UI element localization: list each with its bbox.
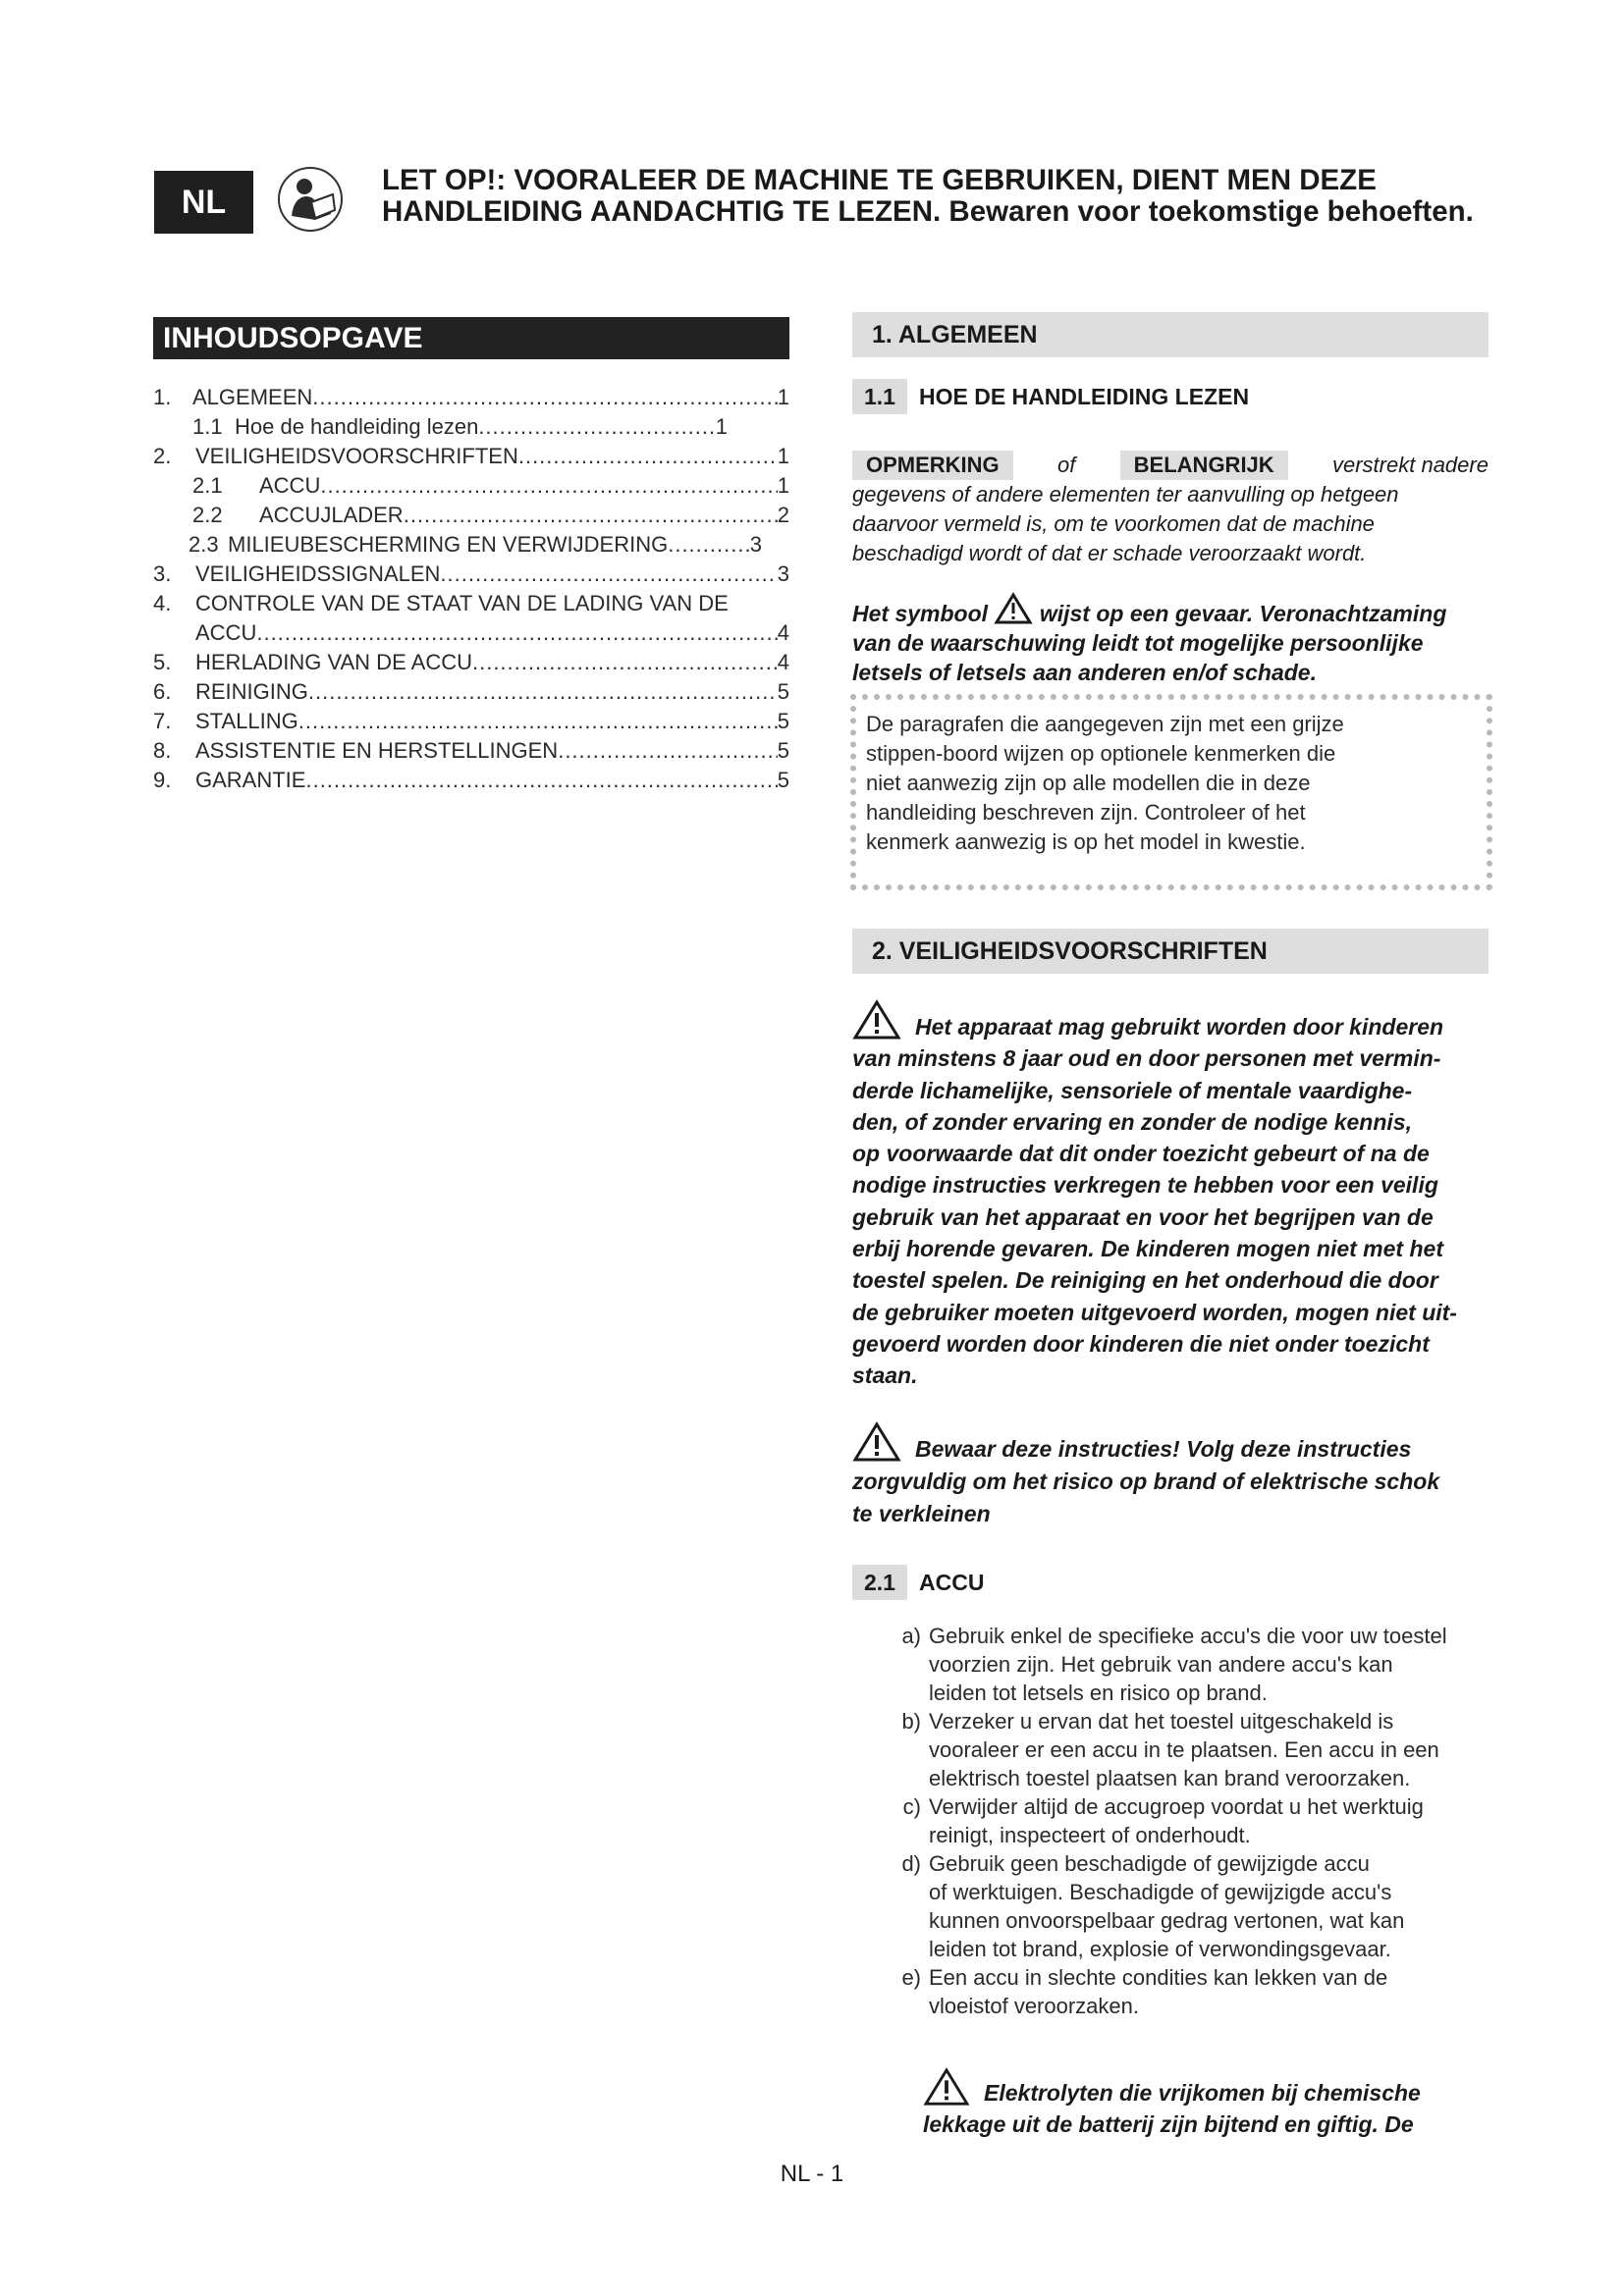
toc-entry-page: 4 [777,650,789,674]
toc-entry-page: 3 [749,532,762,557]
toc-entry-number: 8. [153,738,172,763]
toc-entry-number: 5. [153,650,172,674]
battery-instructions-list [890,1622,1490,2020]
label-opmerking: OPMERKING [852,451,1013,480]
toc-entry[interactable] [153,560,789,589]
toc-entry-title: HERLADING VAN DE ACCU [195,650,472,674]
toc-entry[interactable] [153,412,728,442]
toc-entry[interactable] [153,589,789,618]
toc-entry[interactable] [153,766,789,795]
toc-entry-page: 1 [777,385,789,409]
toc-entry-number: 2.2 [192,503,223,527]
section-2-heading: 2. VEILIGHEIDSVOORSCHRIFTEN [852,929,1489,974]
warning-triangle-icon [923,2067,970,2107]
subsection-number: 2.1 [852,1565,907,1600]
header-warning-line1: LET OP!: VOORALEER DE MACHINE TE GEBRUIKEN, DIENT MEN DEZE [382,164,1377,196]
toc-entry-title: STALLING [195,709,298,733]
toc-entry-number [153,618,195,648]
toc-entry-page: 1 [777,473,789,498]
toc-entry-title: ASSISTENTIE EN HERSTELLINGEN [195,738,559,763]
toc-entry-title: VEILIGHEIDSVOORSCHRIFTEN [195,444,518,468]
keep-instructions-warning: Bewaar deze instructies! Volg deze instructies zorgvuldig om het risico op brand of elektrische schok te verkleinen [852,1421,1500,1530]
toc-entry-page: 5 [777,709,789,733]
toc-entry-title: ACCU [195,620,257,645]
list-item: e) Een accu in slechte condities kan lekken van de vloeistof veroorzaken. [901,1965,1388,2018]
reading-guide-paragraph: OPMERKING of BELANGRIJK verstrekt nadere gegevens of andere elementen ter aanvulling op hetgeen daarvoor vermeld is, om te voorkomen dat de machine beschadigd wordt of dat er schade veroorzaakt wordt. [852,453,1489,565]
toc-entry[interactable] [153,383,789,412]
toc-entry[interactable] [153,501,789,530]
toc-entry[interactable] [153,736,789,766]
list-item: c) Verwijder altijd de accugroep voordat u het werktuig reinigt, inspecteert of onderhoudt. [902,1794,1424,1847]
read-manual-icon [278,167,343,232]
toc-entry-number: 9. [153,768,172,792]
toc-entry-number: 7. [153,709,172,733]
header-warning-line2: HANDLEIDING AANDACHTIG TE LEZEN. Bewaren voor toekomstige behoeften. [382,195,1474,228]
toc-entry-number: 1. [153,385,172,409]
toc-entry-page: 5 [777,768,789,792]
toc-entry[interactable] [153,707,789,736]
toc-entry-page: 4 [777,620,789,645]
list-item: a) Gebruik enkel de specifieke accu's die voor uw toestel voorzien zijn. Het gebruik van andere accu's kan leiden tot letsels en risico op brand. [901,1624,1447,1705]
toc-entry-title: ACCUJLADER [259,503,404,527]
toc-entry[interactable] [153,530,762,560]
subsection-1-1-heading [852,379,1249,414]
toc-entry-title: ALGEMEEN [192,385,313,409]
toc-entry-title: REINIGING [195,679,308,704]
section-1-heading: 1. ALGEMEEN [852,312,1489,357]
toc-entry-title: ACCU [259,473,321,498]
toc-entry-number: 2.1 [192,473,223,498]
toc-entry[interactable] [153,618,789,648]
toc-entry-title: MILIEUBESCHERMING EN VERWIJDERING [228,532,669,557]
toc-entry-number: 2. [153,444,172,468]
toc-entry-page: 1 [715,414,728,439]
warning-triangle-icon [994,592,1033,625]
subsection-title: ACCU [918,1569,985,1595]
toc-entry-page: 2 [777,503,789,527]
toc-entry-title: Hoe de handleiding lezen [235,414,479,439]
toc-entry-page: 1 [777,444,789,468]
toc-entry-number: 1.1 [192,414,223,439]
page-number: NL - 1 [780,2161,844,2187]
language-badge: NL [154,171,253,234]
label-belangrijk: BELANGRIJK [1120,451,1288,480]
toc-entry-title: VEILIGHEIDSSIGNALEN [195,561,441,586]
list-item: b) Verzeker u ervan dat het toestel uitgeschakeld is vooraleer er een accu in te plaatsen. Een accu in een elektrisch toestel plaatsen kan brand veroorzaken. [901,1709,1439,1790]
toc-entry-page: 5 [777,738,789,763]
toc-entry[interactable] [153,648,789,677]
children-safety-warning: Het apparaat mag gebruikt worden door kinderen van minstens 8 jaar oud en door personen met vermin- derde lichamelijke, sensoriele of mentale vaardighe- den, of zonder ervaring en zonder de nodige kennis, op voorwaarde dat dit onder toezicht gebeurt of na de nodige instructies verkregen te hebben voor een veilig gebruik van het apparaat en voor het begrijpen van de erbij horende gevaren. De kinderen mogen niet met het toestel spelen. De reiniging en het onderhoud die door de gebruiker moeten uitgevoerd worden, mogen niet uit- gevoerd worden door kinderen die niet onder toezicht staan. [852,999,1500,1392]
toc-entry-number: 6. [153,679,172,704]
toc-entry-title: CONTROLE VAN DE STAAT VAN DE LADING VAN DE [195,591,729,615]
toc-entry-page: 5 [777,679,789,704]
toc-entry[interactable] [153,471,789,501]
list-item: d) Gebruik geen beschadigde of gewijzigde accu of werktuigen. Beschadigde of gewijzigde accu's kunnen onvoorspelbaar gedrag vertonen, wat kan leiden tot brand, explosie of verwondingsgevaar. [901,1851,1405,1961]
electrolyte-warning: Elektrolyten die vrijkomen bij chemische lekkage uit de batterij zijn bijtend en giftig. De [923,2067,1498,2140]
subsection-2-1-heading [852,1565,984,1600]
toc-entry-number: 2.3 [189,532,219,557]
table-of-contents [153,383,789,795]
subsection-title: HOE DE HANDLEIDING LEZEN [918,383,1250,409]
toc-entry-number: 4. [153,591,172,615]
warning-triangle-icon [852,1421,901,1463]
toc-entry-page: 3 [777,561,789,586]
toc-entry-number: 3. [153,561,172,586]
toc-title: INHOUDSOPGAVE [153,317,789,359]
optional-features-note: De paragrafen die aangegeven zijn met een grijze stippen-boord wijzen op optionele kenmerken die niet aanwezig zijn op alle modellen die in deze handleiding beschreven zijn. Controleer of het kenmerk aanwezig is op het model in kwestie. [850,694,1492,890]
subsection-number: 1.1 [852,379,907,414]
toc-entry[interactable] [153,442,789,471]
warning-triangle-icon [852,999,901,1041]
toc-entry[interactable] [153,677,789,707]
header-warning [382,165,1501,228]
warning-symbol-paragraph: Het symbool wijst op een gevaar. Veronachtzaming van de waarschuwing leidt tot mogelijke persoonlijke letsels of letsels aan anderen en/of schade. [852,592,1500,687]
toc-entry-title: GARANTIE [195,768,306,792]
